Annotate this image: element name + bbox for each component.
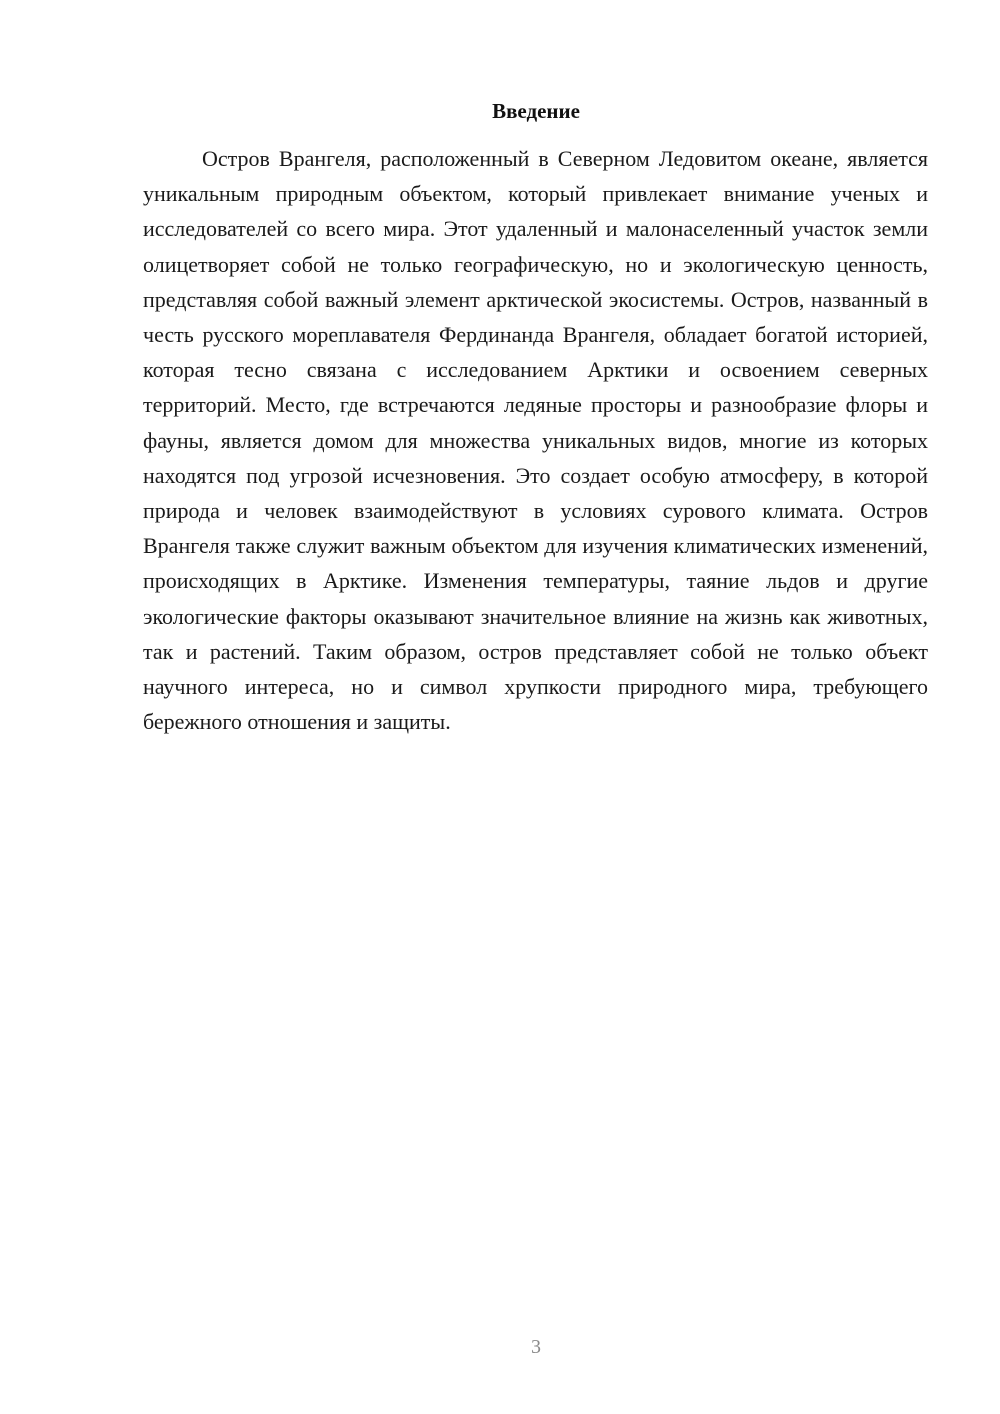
body-paragraph: Остров Врангеля, расположенный в Северном Ледовитом океане, является уникальным природным объектом, который привлекает внимание ученых и исследователей со всего мира. Этот удаленный и малонаселенный участок земли олицетворяет собой не только географическую, но и экологическую ценность, представляя собой важный элемент арктической экосистемы. Остров, названный в честь русского мореплавателя Фердинанда Врангеля, обладает богатой историей, которая тесно связана с исследованием Арктики и освоением северных территорий. Место, где встречаются ледяные просторы и разнообразие флоры и фауны, является домом для множества уникальных видов, многие из которых находятся под угрозой исчезновения. Это создает особую атмосферу, в которой природа и человек взаимодействуют в условиях сурового климата. Остров Врангеля также служит важным объектом для изучения климатических изменений, происходящих в Арктике. Изменения температуры, таяние льдов и другие экологические факторы оказывают значительное влияние на жизнь как животных, так и растений. Таким образом, остров представляет собой не только объект научного интереса, но и символ хрупкости природного мира, требующего бережного отношения и защиты. bbox=[143, 146, 928, 735]
page-number: 3 bbox=[531, 1336, 541, 1358]
section-heading: Введение bbox=[492, 99, 580, 123]
